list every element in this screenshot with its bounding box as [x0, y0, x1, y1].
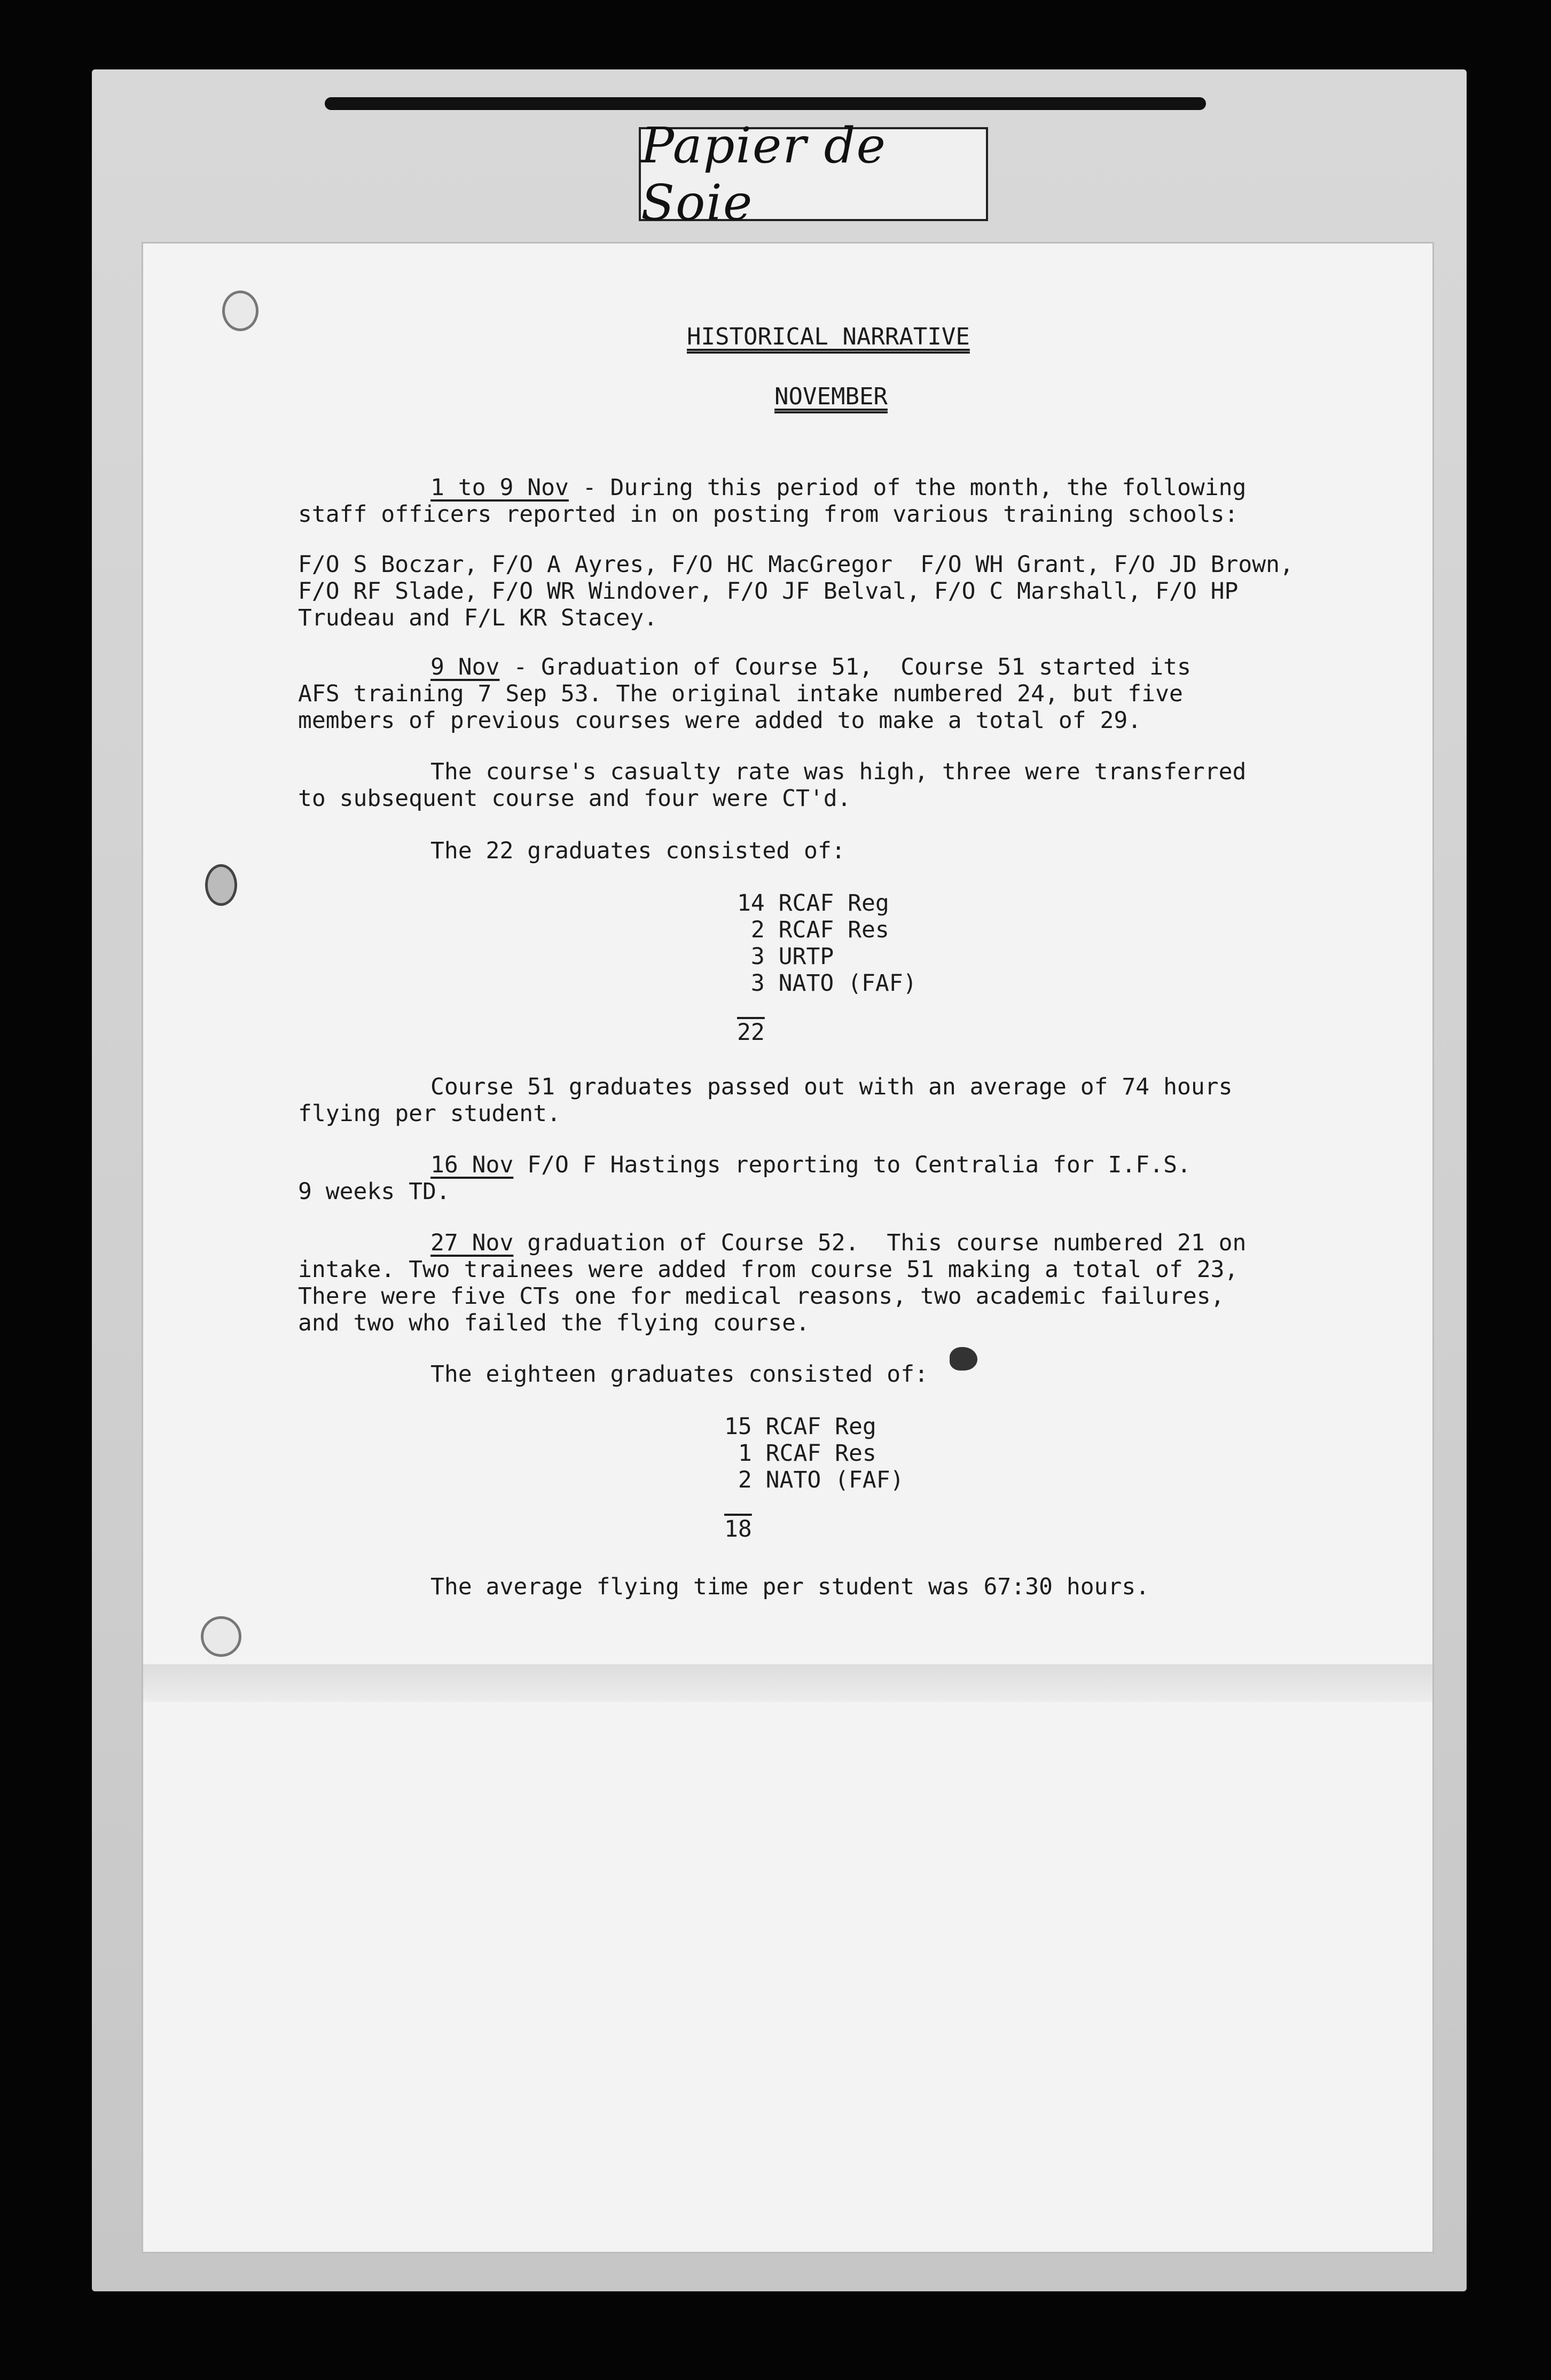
entry-3-line-2: 9 weeks TD.	[298, 1178, 450, 1205]
document-title: HISTORICAL NARRATIVE	[687, 323, 970, 350]
entry-4-line-4: and two who failed the flying course.	[298, 1310, 810, 1336]
graduates-51-row: 3 NATO (FAF)	[737, 970, 917, 997]
entry-2-line-3: members of previous courses were added to make a total of 29.	[298, 707, 1142, 734]
fold-shadow	[143, 1664, 1432, 1702]
punch-hole	[222, 291, 258, 331]
graduates-52-row: 1 RCAF Res	[724, 1440, 876, 1467]
entry-1-line-2: staff officers reported in on posting from various training schools:	[298, 501, 1239, 528]
graduates-52-row: 2 NATO (FAF)	[724, 1467, 904, 1493]
entry-3-line-1: 16 Nov F/O F Hastings reporting to Centralia for I.F.S.	[430, 1152, 1191, 1178]
entry-2-line-1: 9 Nov - Graduation of Course 51, Course 51 started its	[430, 654, 1191, 680]
graduates-51-row: 3 URTP	[737, 943, 834, 970]
graduates-51-row: 14 RCAF Reg	[737, 890, 889, 917]
entry-1-line-1: 1 to 9 Nov - During this period of the month, the following	[430, 474, 1247, 501]
top-rule	[325, 97, 1206, 110]
graduates-52-intro: The eighteen graduates consisted of:	[430, 1361, 928, 1388]
month-heading: NOVEMBER	[774, 383, 888, 410]
average-flying-time: The average flying time per student was 67:30 hours.	[430, 1573, 1150, 1600]
entry-3-date: 16 Nov	[430, 1152, 514, 1178]
paper-label-text: Papier de Soie	[641, 117, 887, 231]
graduates-51-row: 2 RCAF Res	[737, 917, 889, 943]
casualty-line-1: The course's casualty rate was high, three were transferred	[430, 758, 1247, 785]
entry-2-line-2: AFS training 7 Sep 53. The original intake numbered 24, but five	[298, 680, 1183, 707]
entry-4-line-3: There were five CTs one for medical reasons, two academic failures,	[298, 1283, 1225, 1310]
paper-label	[639, 117, 988, 231]
avg-51-line-1: Course 51 graduates passed out with an average of 74 hours	[430, 1074, 1233, 1100]
graduates-51-total: 22	[737, 1019, 765, 1046]
avg-51-line-2: flying per student.	[298, 1100, 561, 1127]
graduates-52-total: 18	[724, 1516, 752, 1543]
document-page	[143, 244, 1432, 2252]
graduates-52-row: 15 RCAF Reg	[724, 1413, 876, 1440]
entry-4-line-1: 27 Nov graduation of Course 52. This course numbered 21 on	[430, 1230, 1247, 1256]
officers-line-3: Trudeau and F/L KR Stacey.	[298, 605, 658, 631]
graduates-51-intro: The 22 graduates consisted of:	[430, 837, 845, 864]
punch-hole	[205, 864, 237, 906]
officers-line-2: F/O RF Slade, F/O WR Windover, F/O JF Belval, F/O C Marshall, F/O HP	[298, 578, 1239, 605]
officers-line-1: F/O S Boczar, F/O A Ayres, F/O HC MacGregor F/O WH Grant, F/O JD Brown,	[298, 551, 1294, 578]
ink-smudge	[950, 1347, 977, 1371]
entry-1-date: 1 to 9 Nov	[430, 474, 569, 501]
punch-hole	[201, 1616, 241, 1657]
casualty-line-2: to subsequent course and four were CT'd.	[298, 785, 851, 812]
entry-2-date: 9 Nov	[430, 654, 500, 680]
entry-4-date: 27 Nov	[430, 1230, 514, 1256]
entry-4-line-2: intake. Two trainees were added from course 51 making a total of 23,	[298, 1256, 1239, 1283]
